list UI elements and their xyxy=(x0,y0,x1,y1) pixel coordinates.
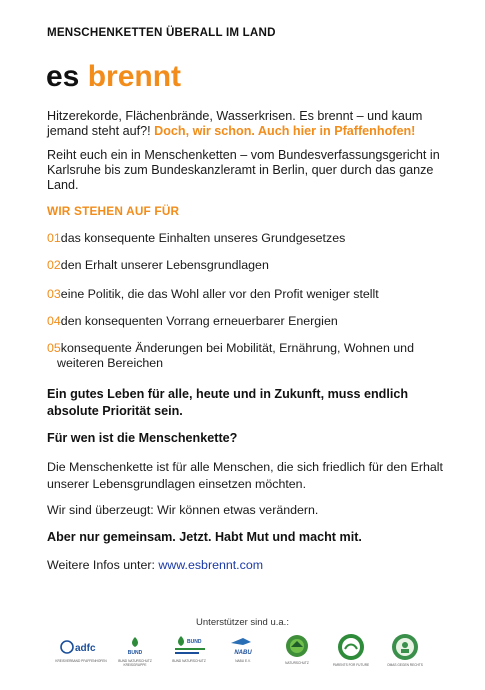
info-line xyxy=(47,558,263,572)
list-item xyxy=(47,258,269,273)
list-item xyxy=(47,231,345,246)
logo-caption: PARENTS FOR FUTURE xyxy=(332,663,370,667)
logo-caption: BUND NATURSCHUTZ KREISGRUPPE xyxy=(118,659,152,667)
list-item xyxy=(47,287,379,302)
omas-logo-icon xyxy=(383,633,427,661)
list-text: den konsequenten Vorrang erneuerbarer Energien xyxy=(60,314,338,328)
supporters-title: Unterstützer sind u.a.: xyxy=(196,617,289,628)
intro-text: Hitzerekorde, Flächenbrände, Wasserkrisen. Es brennt – und kaum jemand steht auf?! xyxy=(47,109,423,138)
info-prefix: Weitere Infos unter: xyxy=(47,558,155,572)
list-text: konsequente Änderungen bei Mobilität, Ernährung, Wohnen und xyxy=(60,341,414,355)
intro-highlight: Doch, wir schon. Auch hier in Pfaffenhofen! xyxy=(154,124,416,138)
list-text-line2: weiteren Bereichen xyxy=(57,356,164,370)
chain-paragraph: Reiht euch ein in Menschenketten – vom Bundesverfassungsgericht in Karlsruhe bis zum Bundeskanzleramt in Berlin, quer durch das ganze Land. xyxy=(47,148,440,192)
logo-caption: BUND NATURSCHUTZ xyxy=(172,659,206,663)
kicker-heading: MENSCHENKETTEN ÜBERALL IM LAND xyxy=(47,26,276,39)
logo-caption: NATURSCHUTZ xyxy=(285,661,309,665)
list-number: 03 xyxy=(47,287,61,301)
list-text: den Erhalt unserer Lebensgrundlagen xyxy=(60,258,269,272)
nabu-label: NABU xyxy=(234,650,252,656)
bund-label: BUND xyxy=(187,639,202,645)
list-number: 01 xyxy=(47,231,61,245)
section-title: WIR STEHEN AUF FÜR xyxy=(47,204,180,218)
supporter-logos xyxy=(55,633,435,683)
adfc-logo xyxy=(55,633,107,683)
list-number: 05 xyxy=(47,341,61,355)
title-part-es: es xyxy=(46,60,80,93)
website-link[interactable]: www.esbrennt.com xyxy=(158,558,264,572)
call-to-action: Aber nur gemeinsam. Jetzt. Habt Mut und macht mit. xyxy=(47,530,362,544)
nabu-logo xyxy=(217,633,269,683)
adfc-logo-icon xyxy=(59,633,103,657)
bund-logo-icon xyxy=(167,633,211,657)
statement: Ein gutes Leben für alle, heute und in Zukunft, muss endlich absolute Priorität sein. xyxy=(47,387,409,418)
bund-label: BUND xyxy=(127,650,143,656)
bund-logo-icon xyxy=(113,633,157,657)
list-item xyxy=(47,314,338,329)
nabu-logo-icon xyxy=(221,633,265,657)
round-logo-2 xyxy=(325,633,377,683)
globe-icon xyxy=(275,633,319,659)
list-number: 04 xyxy=(47,314,61,328)
question-heading: Für wen ist die Menschenkette? xyxy=(47,431,238,445)
adfc-label: adfc xyxy=(75,643,96,654)
list-item xyxy=(47,341,447,371)
page-title xyxy=(46,60,181,94)
title-part-brennt: brennt xyxy=(87,60,182,93)
intro-paragraph xyxy=(47,109,447,139)
logo-caption: OMAS GEGEN RECHTS xyxy=(387,663,423,667)
conviction-paragraph: Wir sind überzeugt: Wir können etwas verändern. xyxy=(47,503,319,517)
round-logo-3 xyxy=(379,633,431,683)
list-text: eine Politik, die das Wohl aller vor den Profit weniger stellt xyxy=(60,287,379,301)
bund-logo-1 xyxy=(109,633,161,683)
logo-caption: KREISVERBAND PFAFFENHOFEN xyxy=(55,659,107,663)
audience-paragraph: Die Menschenkette ist für alle Menschen, die sich friedlich für den Erhalt unserer Lebensgrundlagen einsetzen möchten. xyxy=(47,460,444,491)
parents-logo-icon xyxy=(329,633,373,661)
round-logo-1 xyxy=(271,633,323,683)
bund-logo-2 xyxy=(163,633,215,683)
list-number: 02 xyxy=(47,258,61,272)
logo-caption: NABU E.V. xyxy=(235,659,251,663)
list-text: das konsequente Einhalten unseres Grundgesetzes xyxy=(60,231,346,245)
